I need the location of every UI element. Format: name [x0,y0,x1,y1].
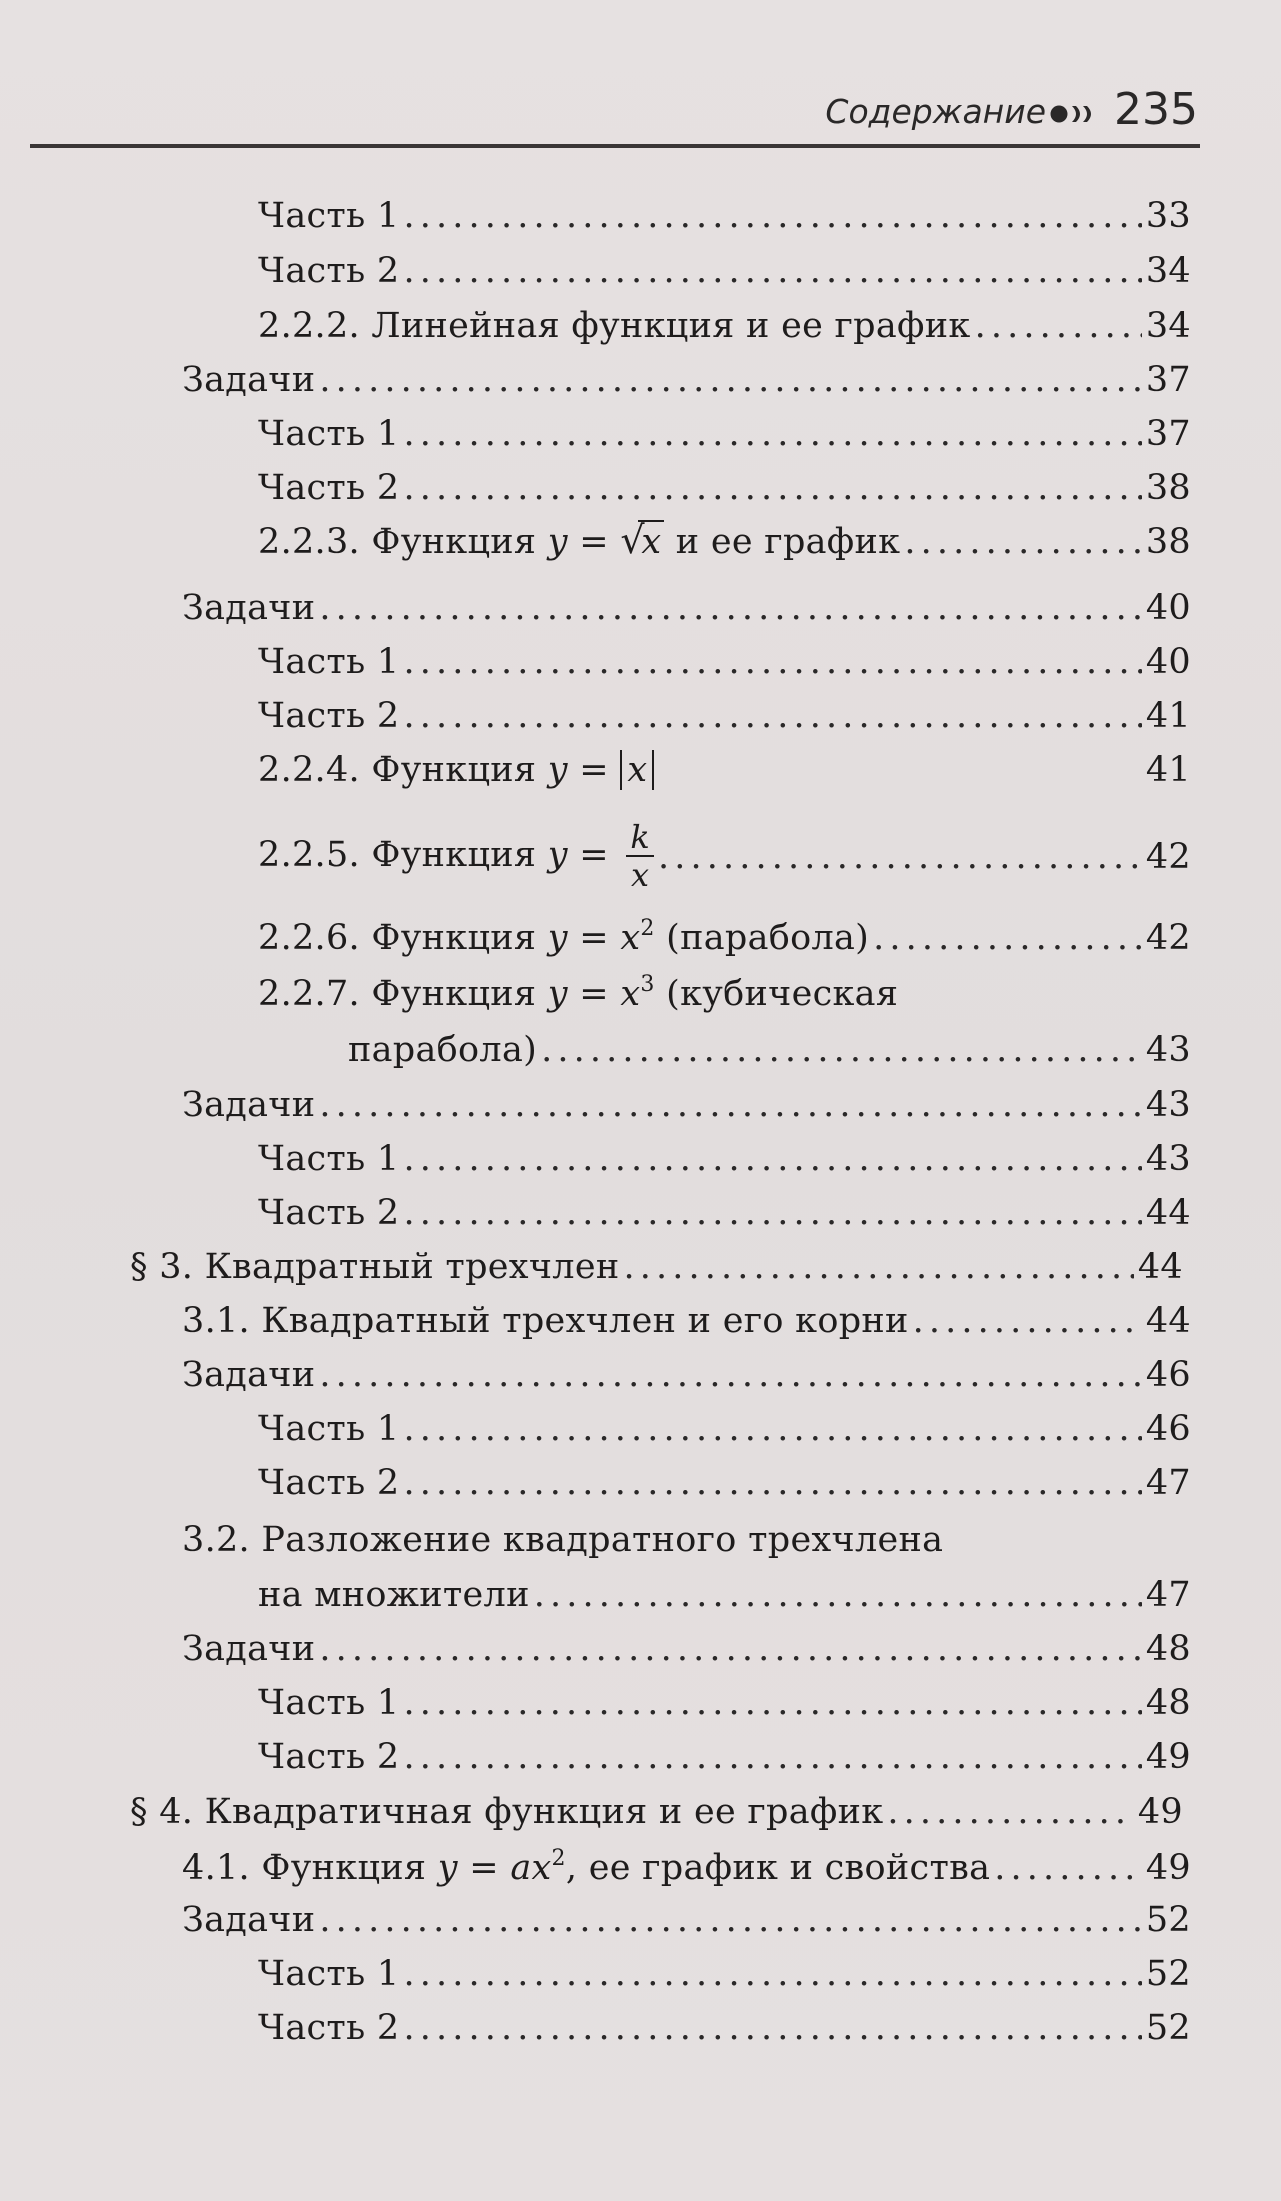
toc-entry-page: 38 [1145,522,1191,562]
leader-dots [623,1247,1133,1287]
toc-entry-label: Задачи [182,1355,316,1395]
toc-entry[interactable] [258,696,1191,748]
toc-entry[interactable] [182,1629,1191,1681]
leader-dots [403,2008,1141,2048]
toc-entry-continuation: на множители [258,1575,530,1615]
header-page-number: 235 [1114,84,1198,135]
toc-entry-page: 49 [1145,1737,1191,1777]
toc-entry-label: Часть 1 [258,196,400,236]
toc-entry[interactable] [258,1737,1191,1789]
leader-dots [975,306,1142,346]
toc-entry-page: 49 [1145,1848,1191,1888]
toc-entry-label: 3.2. Разложение квадратного трехчлена [182,1520,944,1560]
leader-dots [904,522,1142,562]
toc-entry[interactable] [258,818,1191,894]
toc-entry-label: Часть 1 [258,1139,400,1179]
leader-dots [887,1792,1133,1832]
toc-entry-label: Часть 1 [258,1683,400,1723]
formula-radicand: x [638,520,664,562]
toc-entry-text: (парабола) [666,918,870,958]
toc-entry-page: 41 [1145,696,1191,736]
formula-variable: y [437,1848,458,1888]
toc-entry-page: 48 [1145,1629,1191,1669]
formula-fraction [626,818,654,894]
toc-entry-page: 40 [1145,588,1191,628]
leader-dots [403,1409,1141,1449]
toc-entry-continuation: парабола) [348,1030,538,1070]
toc-entry-label [258,818,654,894]
formula-absolute-value: x [620,750,654,790]
toc-entry-page: 43 [1145,1139,1191,1179]
toc-entry-text: 2.2.3. Функция [258,522,537,562]
toc-entry-page: 42 [1145,918,1191,958]
toc-entry-page: 47 [1145,1463,1191,1503]
toc-entry[interactable] [258,642,1191,694]
toc-entry[interactable] [182,1085,1191,1137]
formula-variable: y [547,835,568,876]
leader-dots [319,1355,1142,1395]
formula-exponent: 2 [640,916,655,941]
toc-entry-label: § 4. Квадратичная функция и ее график [130,1792,884,1832]
toc-entry-page: 43 [1145,1085,1191,1125]
formula-base: x [620,974,641,1014]
toc-entry-page: 48 [1145,1683,1191,1723]
leader-dots [403,196,1141,236]
toc-entry-label: Часть 1 [258,414,400,454]
toc-entry-page: 34 [1145,306,1191,346]
toc-entry[interactable] [182,360,1191,412]
toc-entry-label [258,972,898,1014]
leader-dots [873,918,1142,958]
formula-operator: = [469,1848,499,1888]
toc-entry-label: Часть 2 [258,1193,400,1233]
leader-dots [403,1737,1141,1777]
toc-entry[interactable] [258,251,1191,303]
leader-dots [319,1629,1142,1669]
leader-dots [403,251,1141,291]
leader-dots [403,696,1141,736]
toc-entry-page: 37 [1145,414,1191,454]
toc-entry[interactable] [258,196,1191,248]
toc-entry-page: 46 [1145,1409,1191,1449]
toc-entry[interactable] [182,588,1191,640]
fraction-denominator: x [630,856,650,894]
toc-entry-label: Задачи [182,1085,316,1125]
toc-entry[interactable] [258,1954,1191,2006]
toc-entry-label: Задачи [182,1900,316,1940]
toc-entry-page: 43 [1145,1030,1191,1070]
formula-operator: = [579,918,609,958]
formula-operator: = [579,974,609,1014]
leader-dots [541,1030,1142,1070]
formula-exponent: 3 [640,972,655,997]
leader-dots [319,360,1142,400]
toc-entry-label: Часть 2 [258,696,400,736]
toc-entry[interactable] [258,1575,1191,1627]
toc-entry-text: 2.2.4. Функция [258,750,537,790]
leader-dots [534,1575,1142,1615]
toc-entry[interactable] [258,2008,1191,2060]
toc-entry-label [182,1846,990,1888]
toc-entry-page: 38 [1145,468,1191,508]
toc-entry-text: 4.1. Функция [182,1848,427,1888]
toc-entry-page: 52 [1145,1900,1191,1940]
formula-exponent: 2 [551,1846,566,1871]
toc-entry-page: 44 [1145,1193,1191,1233]
toc-entry-label: Часть 1 [258,642,400,682]
toc-entry-label: Часть 2 [258,1463,400,1503]
header-title: Содержание [825,92,1046,131]
toc-entry-page: 52 [1145,2008,1191,2048]
toc-entry-page: 37 [1145,360,1191,400]
toc-entry-label: Часть 2 [258,1737,400,1777]
toc-entry-text: и ее график [675,522,901,562]
toc-entry[interactable] [258,1463,1191,1515]
toc-entry-text: 2.2.5. Функция [258,835,537,876]
toc-entry-label: 3.1. Квадратный трехчлен и его корни [182,1301,909,1341]
formula-variable: y [547,918,568,958]
leader-dots [658,837,1142,877]
leader-dots [319,588,1142,628]
radical-sign-icon: √ [620,518,645,562]
leader-dots [403,468,1141,508]
toc-entry-label: Часть 2 [258,468,400,508]
toc-entry-label: Часть 2 [258,2008,400,2048]
toc-entry[interactable] [258,1409,1191,1461]
leader-dots [403,1193,1141,1233]
toc-entry[interactable] [258,750,1191,802]
toc-section-entry[interactable] [130,1247,1183,1299]
toc-entry-page: 47 [1145,1575,1191,1615]
toc-entry-label: Задачи [182,588,316,628]
formula-variable: y [547,522,568,562]
toc-entry[interactable] [258,1139,1191,1191]
leader-dots [403,1954,1141,1994]
leader-dots [403,1139,1141,1179]
toc-entry-label: Задачи [182,1629,316,1669]
toc-entry[interactable] [182,1301,1191,1353]
toc-entry-label: 2.2.2. Линейная функция и ее график [258,306,971,346]
toc-entry-page: 40 [1145,642,1191,682]
toc-entry[interactable] [258,1683,1191,1735]
formula-operator: = [579,750,609,790]
fraction-numerator: k [626,821,654,857]
toc-entry-page: 41 [1145,750,1191,790]
toc-entry[interactable] [258,518,1191,574]
toc-entry-label: Часть 1 [258,1954,400,1994]
formula-variable: y [547,974,568,1014]
toc-entry-page: 33 [1145,196,1191,236]
toc-entry-text: 2.2.6. Функция [258,918,537,958]
toc-entry-label: § 3. Квадратный трехчлен [130,1247,620,1287]
leader-dots [403,414,1141,454]
toc-entry-page: 44 [1145,1301,1191,1341]
toc-entry[interactable] [182,1846,1191,1898]
toc-entry[interactable] [182,1355,1191,1407]
leader-dots [913,1301,1142,1341]
leader-dots [403,1463,1141,1503]
square-root [620,518,664,562]
toc-entry-label: Часть 1 [258,1409,400,1449]
toc-entry-page: 52 [1145,1954,1191,1994]
leader-dots [319,1900,1142,1940]
leader-dots [994,1848,1142,1888]
leader-dots [319,1085,1142,1125]
formula-operator: = [579,835,609,876]
toc-entry-label: Задачи [182,360,316,400]
toc-entry-page: 46 [1145,1355,1191,1395]
formula-base: ax [510,1848,552,1888]
toc-entry-page: 34 [1145,251,1191,291]
leader-dots [403,642,1141,682]
toc-entry[interactable] [182,1900,1191,1952]
toc-entry[interactable] [258,306,1191,358]
toc-entry[interactable] [348,1030,1191,1082]
toc-section-entry[interactable] [130,1792,1183,1844]
leader-dots [403,1683,1141,1723]
toc-entry[interactable] [258,916,1191,968]
toc-entry-label [258,916,869,958]
toc-entry-label [258,750,654,790]
toc-entry-label [258,518,901,562]
toc-entry-text: (кубическая [666,974,899,1014]
toc-entry-text: 2.2.7. Функция [258,974,537,1014]
formula-variable: y [547,750,568,790]
toc-entry[interactable] [258,1193,1191,1245]
toc-entry-label: Часть 2 [258,251,400,291]
formula-base: x [620,918,641,958]
toc-entry-page: 49 [1137,1792,1183,1832]
toc-entry[interactable] [258,468,1191,520]
toc-entry[interactable] [258,414,1191,466]
formula-operator: = [579,522,609,562]
toc-entry-page: 42 [1145,837,1191,877]
toc-entry-page: 44 [1137,1247,1183,1287]
toc-entry-text: , ее график и свойства [565,1848,991,1888]
